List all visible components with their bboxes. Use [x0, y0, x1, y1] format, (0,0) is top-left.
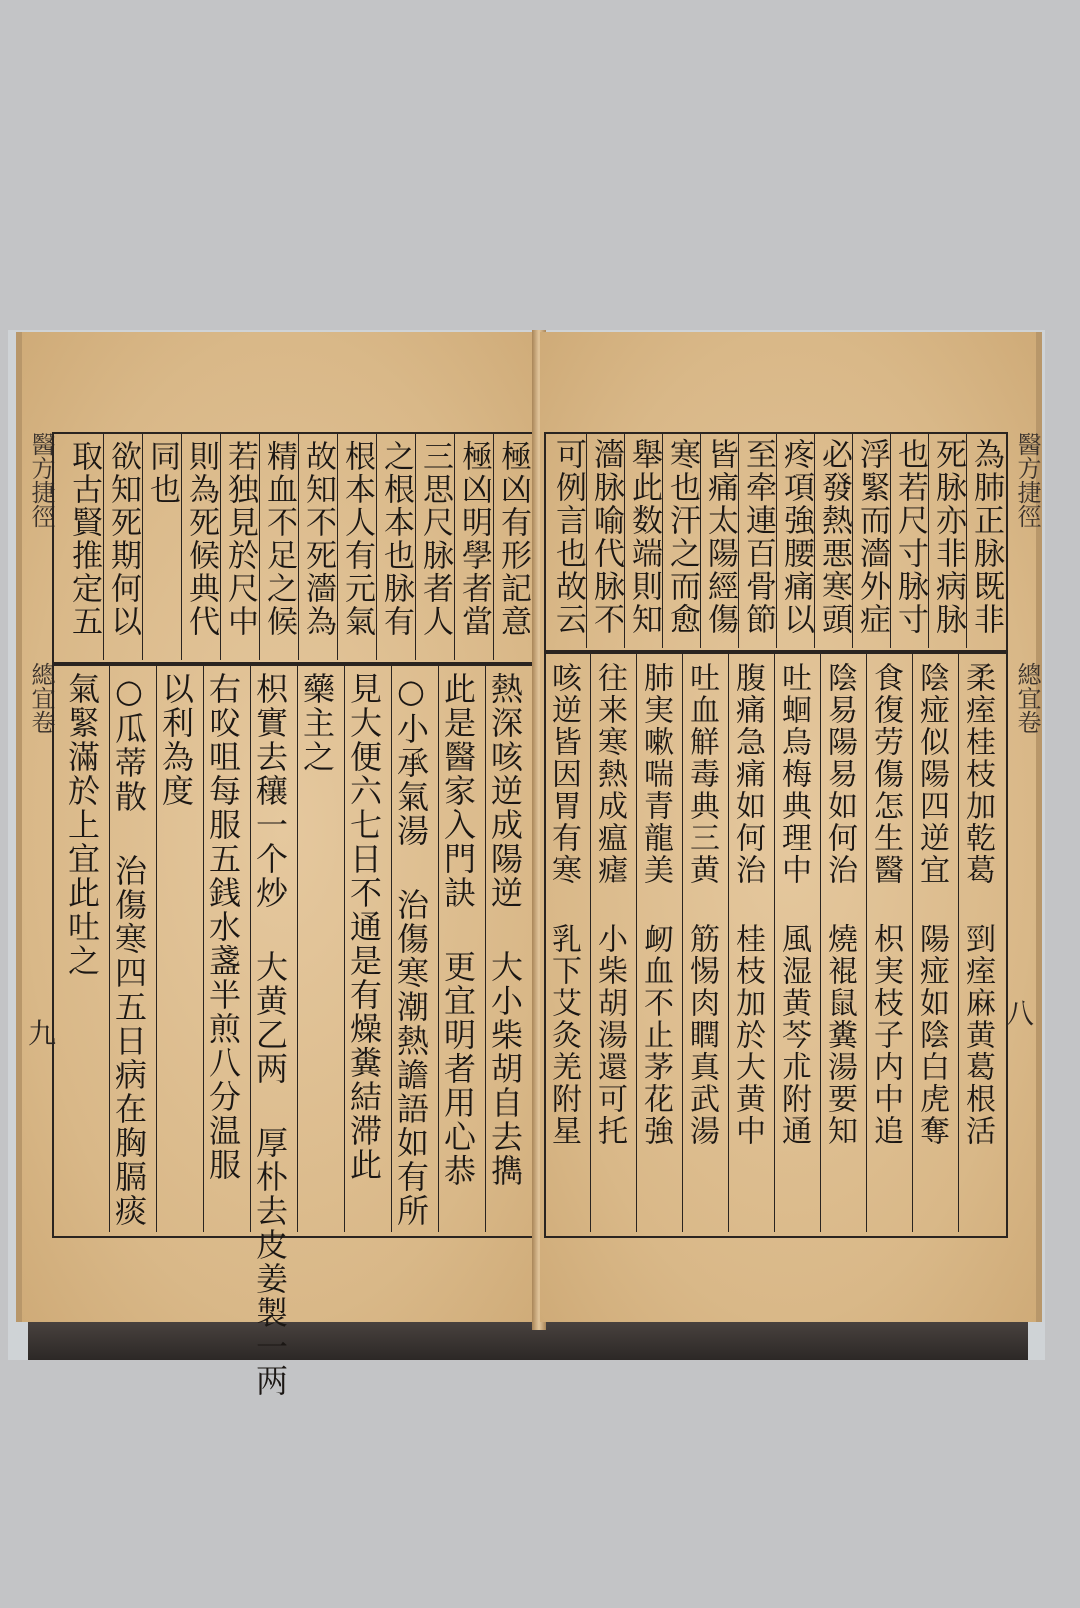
text-column: 為肺正脉既非: [968, 438, 1004, 636]
column-rule: [776, 434, 777, 648]
text-column: 死脉亦非病脉: [930, 438, 966, 636]
text-column: 之根本也脉有: [378, 440, 414, 638]
text-column: 此是醫家入門訣 更宜明者用心恭: [439, 672, 477, 1188]
text-column: 根本人有元氣: [339, 440, 375, 638]
text-column: ○瓜蒂散 治傷寒四五日病在胸膈痰: [110, 672, 148, 1228]
right-page: [540, 332, 1042, 1322]
column-rule: [142, 434, 143, 660]
column-rule: [181, 434, 182, 660]
column-rule: [250, 664, 251, 1232]
text-column: 極凶有形記意: [495, 440, 531, 638]
text-column: 熱深咳逆成陽逆 大小柴胡自去擕: [486, 672, 524, 1188]
text-column: 見大便六七日不通是有燥糞結滞此: [345, 672, 383, 1182]
text-column: 肺実嗽喘青龍美 衂血不止茅花強: [638, 662, 673, 1147]
column-rule: [890, 434, 891, 648]
text-column: 往来寒熱成瘟瘧 小柴胡湯還可托: [592, 662, 627, 1147]
column-rule: [738, 434, 739, 648]
column-rule: [852, 434, 853, 648]
column-rule: [220, 434, 221, 660]
column-rule: [493, 434, 494, 660]
text-column: 三思尺脉者人: [417, 440, 453, 638]
text-column: ○小承氣湯 治傷寒潮熱譫語如有所: [392, 672, 430, 1228]
column-rule: [966, 434, 967, 648]
column-rule: [866, 652, 867, 1232]
right-folio: 八: [1006, 997, 1035, 1030]
text-column: 精血不足之候: [261, 440, 297, 638]
column-rule: [682, 652, 683, 1232]
column-rule: [109, 664, 110, 1232]
column-rule: [415, 434, 416, 660]
column-rule: [624, 434, 625, 648]
text-column: 氣緊滿於上宜此吐之: [63, 672, 101, 978]
text-column: 以利為度: [157, 672, 195, 808]
column-rule: [298, 434, 299, 660]
column-rule: [454, 434, 455, 660]
text-column: 同也: [144, 440, 180, 506]
text-column: 皆痛太陽經傷: [702, 438, 738, 636]
column-rule: [728, 652, 729, 1232]
column-rule: [774, 652, 775, 1232]
text-column: 柔痓桂枝加乾葛 剄痓麻黄葛根活: [960, 662, 995, 1147]
text-column: 取古賢推定五: [66, 440, 102, 638]
column-rule: [203, 664, 204, 1232]
column-rule: [391, 664, 392, 1232]
book-shadow: [28, 1320, 1028, 1360]
text-column: 陰易陽易如何治 燒裩鼠糞湯要知: [822, 662, 857, 1147]
column-rule: [586, 434, 587, 648]
text-column: 至牵連百骨節: [740, 438, 776, 636]
column-rule: [103, 434, 104, 660]
text-column: 若独見於尺中: [222, 440, 258, 638]
column-rule: [156, 664, 157, 1232]
column-rule: [259, 434, 260, 660]
left-page: [16, 332, 544, 1398]
text-column: 疼項強腰痛以: [778, 438, 814, 636]
column-rule: [814, 434, 815, 648]
book-scan: [8, 330, 1045, 1398]
column-rule: [344, 664, 345, 1232]
text-column: 腹痛急痛如何治 桂枝加於大黄中: [730, 662, 765, 1147]
text-column: 咳逆皆因胃有寒 乳下艾灸羌附星: [546, 662, 581, 1147]
text-column: 欲知死期何以: [105, 440, 141, 638]
text-column: 浮緊而濇外症: [854, 438, 890, 636]
text-column: 故知不死濇為: [300, 440, 336, 638]
text-column: 則為死候典代: [183, 440, 219, 638]
column-rule: [485, 664, 486, 1232]
text-column: 吐蛔烏梅典理中 風湿黄芩朮附通: [776, 662, 811, 1147]
column-rule: [438, 664, 439, 1232]
column-rule: [700, 434, 701, 648]
column-rule: [820, 652, 821, 1232]
column-rule: [590, 652, 591, 1232]
text-column: 可例言也故云: [550, 438, 586, 636]
column-rule: [662, 434, 663, 648]
text-column: 右㕮咀每服五銭水盞半煎八分温服: [204, 672, 242, 1182]
text-column: 吐血觧毒典三黄 筋惕肉瞤真武湯: [684, 662, 719, 1147]
text-column: 藥主之: [298, 672, 336, 774]
right-margin-title: 醫方捷徑: [1013, 432, 1041, 528]
left-margin-title: 醫方捷徑: [27, 432, 55, 528]
column-rule: [337, 434, 338, 660]
column-rule: [636, 652, 637, 1232]
text-column: 枳實去穰一个炒 大黄乙两 厚朴去皮姜製一两: [251, 672, 289, 1398]
column-rule: [297, 664, 298, 1232]
column-rule: [912, 652, 913, 1232]
text-column: 食復劳傷怎生醫 枳実枝子内中追: [868, 662, 903, 1147]
column-rule: [928, 434, 929, 648]
text-column: 必發熱悪寒頭: [816, 438, 852, 636]
text-column: 舉此数端則知: [626, 438, 662, 636]
text-column: 濇脉喻代脉不: [588, 438, 624, 636]
text-column: 寒也汗之而愈: [664, 438, 700, 636]
text-column: 極凶明學者當: [456, 440, 492, 638]
column-rule: [376, 434, 377, 660]
text-column: 也若尺寸脉寸: [892, 438, 928, 636]
left-section-label: 總宜卷: [27, 662, 55, 734]
right-section-label: 總宜卷: [1013, 662, 1041, 734]
text-column: 陰痖似陽四逆宜 陽痖如陰白虎奪: [914, 662, 949, 1147]
left-folio: 九: [28, 1017, 57, 1050]
column-rule: [958, 652, 959, 1232]
